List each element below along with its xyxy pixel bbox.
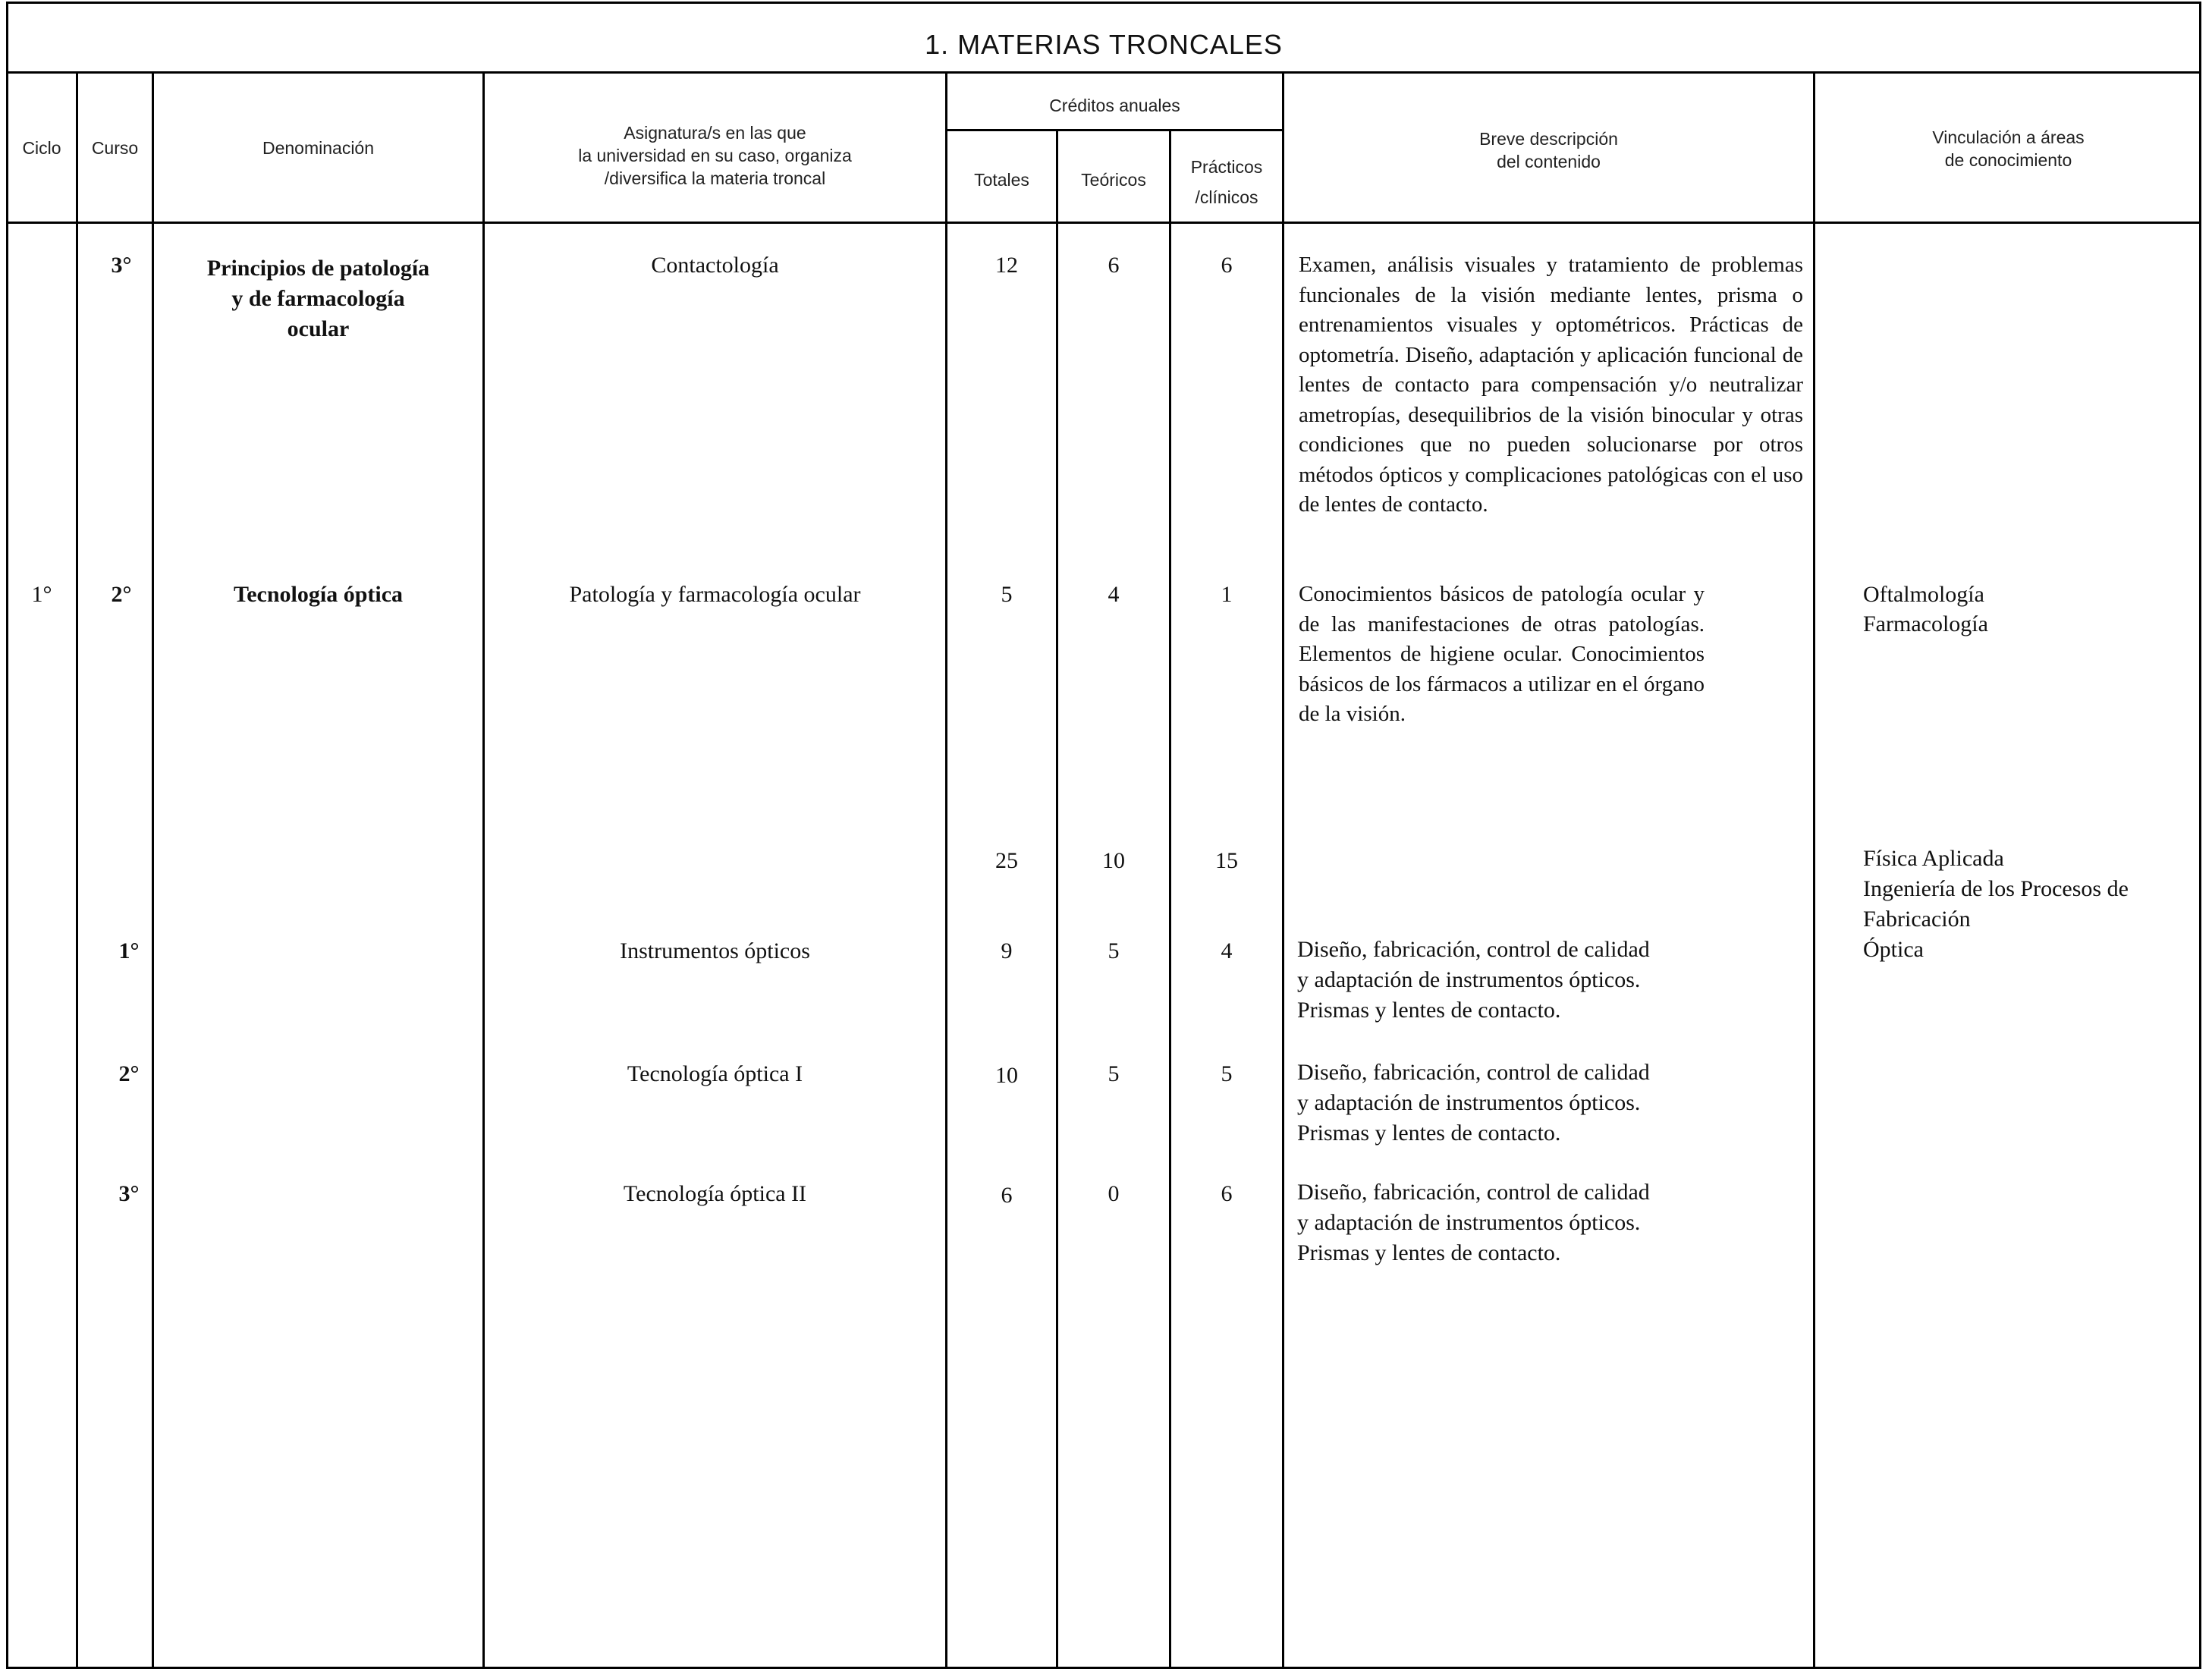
row1-practicos: 6 [1221, 253, 1233, 278]
col-divider-descripcion [1813, 73, 1815, 1669]
row5-totales: 10 [995, 1063, 1018, 1088]
row3-vinculacion [1863, 844, 2197, 965]
row3-totales: 25 [995, 848, 1018, 873]
row2-descripcion: Conocimientos básicos de patología ocular y de las manifestaciones de otras patologías. Elementos de higiene ocular. Conocimientos básicos de los fármacos a utilizar en el órgano de la visión. [1299, 582, 1705, 726]
row5-practicos: 5 [1221, 1061, 1233, 1086]
row6-practicos: 6 [1221, 1181, 1233, 1206]
col-divider-ciclo [76, 73, 78, 1669]
row5-descripcion-line3: Prismas y lentes de contacto. [1297, 1120, 1561, 1146]
row3-vinculacion-line4: Óptica [1863, 937, 1924, 962]
row1-descripcion: Examen, análisis visuales y tratamiento de problemas funcionales de la visión mediante lentes, prisma o entrenamientos visuales y optométricos. Prácticas de optometría. Diseño, adaptación y aplicación funcional de lentes de contacto para compensación y/o neutralizar ametropías, desequilibrios de la visión binocular y otras condiciones que no pueden solucionarse por otros métodos ópticos y complicaciones patológicas con el uso de lentes de contacto. [1299, 253, 1803, 517]
row3-vinculacion-line3: Fabricación [1863, 907, 1971, 932]
row3-vinculacion-line2: Ingeniería de los Procesos de [1863, 876, 2129, 901]
header-vinculacion-line1: Vinculación a áreas [1932, 127, 2085, 147]
col-divider-creditos [1282, 73, 1284, 1669]
row6-curso: 3° [118, 1181, 140, 1206]
header-curso: Curso [91, 138, 139, 158]
row2-asignatura: Patología y farmacología ocular [569, 582, 861, 607]
header-practicos-line1: Prácticos [1190, 157, 1263, 177]
row5-teoricos: 5 [1108, 1061, 1120, 1086]
row1-curso: 3° [111, 253, 132, 278]
row4-descripcion-line2: y adaptación de instrumentos ópticos. [1297, 967, 1641, 992]
header-vinculacion-line2: de conocimiento [1944, 150, 2072, 170]
row5-asignatura: Tecnología óptica I [627, 1061, 803, 1086]
title-divider [6, 71, 2201, 74]
row1-totales: 12 [995, 253, 1018, 278]
col-divider-totales [1056, 130, 1058, 1669]
row1-denominacion-line2: y de farmacología [231, 286, 405, 311]
header-asignatura-line2: la universidad en su caso, organiza [578, 146, 852, 165]
row3-practicos: 15 [1215, 848, 1238, 873]
row6-descripcion-line2: y adaptación de instrumentos ópticos. [1297, 1210, 1641, 1235]
row5-descripcion-line2: y adaptación de instrumentos ópticos. [1297, 1090, 1641, 1115]
row2-vinculacion-line1: Oftalmología [1863, 582, 1984, 607]
row1-asignatura: Contactología [651, 253, 779, 278]
row1-teoricos: 6 [1108, 253, 1120, 278]
row2-practicos: 1 [1221, 582, 1233, 607]
row6-totales: 6 [1001, 1183, 1013, 1208]
row4-descripcion [1297, 935, 1805, 1026]
row2-totales: 5 [1001, 582, 1013, 607]
header-asignatura-line3: /diversifica la materia troncal [604, 168, 826, 188]
header-totales: Totales [974, 170, 1029, 190]
row5-descripcion [1297, 1058, 1805, 1149]
row2-teoricos: 4 [1108, 582, 1120, 607]
header-descripcion-line2: del contenido [1497, 152, 1601, 171]
header-creditos: Créditos anuales [1049, 96, 1180, 115]
row6-asignatura: Tecnología óptica II [623, 1181, 807, 1206]
row2-vinculacion-line2: Farmacología [1863, 611, 1988, 636]
row3-vinculacion-line1: Física Aplicada [1863, 846, 2004, 871]
header-denominacion: Denominación [262, 138, 375, 158]
page-title: 1. MATERIAS TRONCALES [925, 29, 1283, 60]
header-descripcion-line1: Breve descripción [1479, 129, 1618, 149]
row2-curso: 2° [111, 582, 132, 607]
header-teoricos: Teóricos [1081, 170, 1146, 190]
row6-descripcion-line1: Diseño, fabricación, control de calidad [1297, 1180, 1650, 1205]
row4-descripcion-line3: Prismas y lentes de contacto. [1297, 998, 1561, 1023]
row1-denominacion-line1: Principios de patología [206, 256, 430, 281]
header-practicos-line2: /clínicos [1195, 187, 1258, 207]
col-divider-denominacion [482, 73, 485, 1669]
row2-vinculacion [1863, 580, 2197, 639]
ciclo-value: 1° [31, 582, 52, 607]
row5-curso: 2° [118, 1061, 140, 1086]
header-descripcion [1284, 127, 1813, 173]
row4-practicos: 4 [1221, 938, 1233, 963]
row6-descripcion-line3: Prismas y lentes de contacto. [1297, 1240, 1561, 1265]
header-bottom-divider [6, 222, 2201, 224]
header-ciclo: Ciclo [22, 138, 61, 158]
row5-descripcion-line1: Diseño, fabricación, control de calidad [1297, 1060, 1650, 1085]
header-vinculacion [1815, 126, 2201, 171]
row4-asignatura: Instrumentos ópticos [620, 938, 810, 963]
header-practicos [1171, 152, 1282, 212]
row4-totales: 9 [1001, 938, 1013, 963]
row4-descripcion-line1: Diseño, fabricación, control de calidad [1297, 937, 1650, 962]
row3-teoricos: 10 [1102, 848, 1125, 873]
col-divider-teoricos [1169, 130, 1171, 1669]
row1-denominacion-line3: ocular [287, 316, 350, 341]
header-asignatura-line1: Asignatura/s en las que [624, 123, 806, 143]
creditos-divider [945, 129, 1282, 131]
row4-teoricos: 5 [1108, 938, 1120, 963]
row4-curso: 1° [118, 938, 140, 963]
row2-denominacion: Tecnología óptica [233, 582, 404, 607]
row6-descripcion [1297, 1177, 1805, 1268]
header-asignatura [485, 121, 945, 190]
row6-teoricos: 0 [1108, 1181, 1120, 1206]
col-divider-asignatura [945, 73, 947, 1669]
row1-denominacion [154, 253, 482, 344]
